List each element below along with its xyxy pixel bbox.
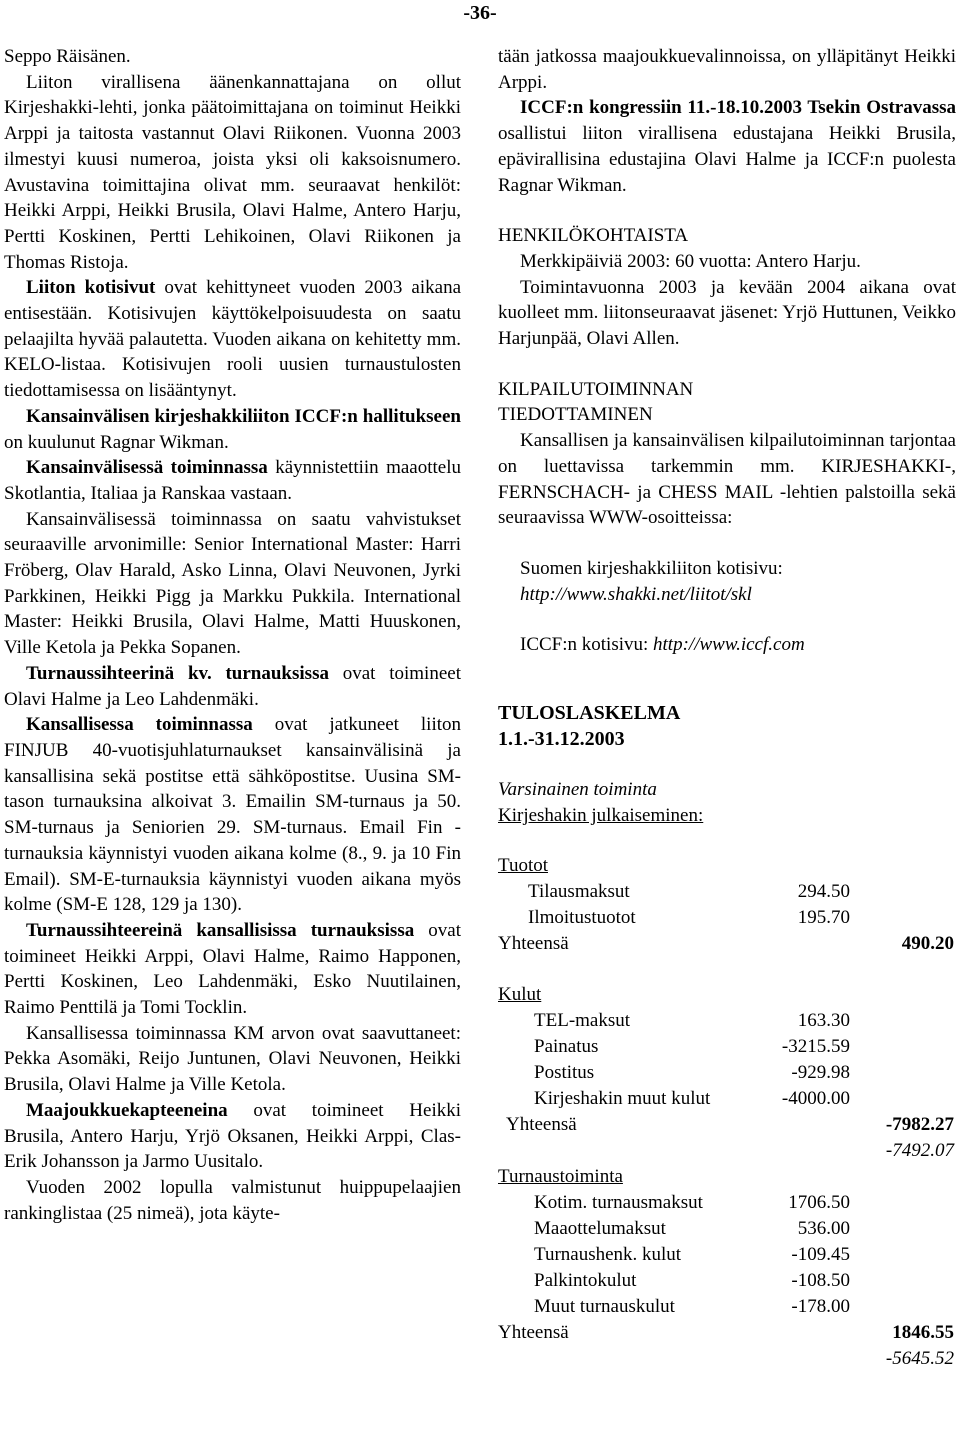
table-row: Painatus -3215.59: [534, 1035, 850, 1057]
tournament-heading: Turnaustoiminta: [498, 1165, 623, 1187]
section-heading: KILPAILUTOIMINNAN: [498, 378, 694, 400]
total-row: Yhteensä 490.20: [498, 933, 954, 955]
table-row: Kotim. turnausmaksut 1706.50: [534, 1191, 850, 1213]
table-row: Turnaushenk. kulut -109.45: [534, 1243, 850, 1265]
iccf-link[interactable]: http://www.iccf.com: [653, 634, 805, 656]
expenses-heading: Kulut: [498, 984, 542, 1006]
paragraph: Liiton kotisivut ovat kehittyneet vuoden 2003 aikana entisestään. Kotisivujen käyttökelpoisuudesta on saatu pelaajilta hyvää palautetta. Vuoden aikana on kehitetty mm. KELO-listaa. Kotisivujen rooli uusien turnaustulosten tiedottamisessa on lisääntynyt.: [4, 277, 461, 402]
paragraph: Vuoden 2002 lopulla valmistunut huippupelaajien rankinglistaa (25 nimeä), jota käyte-: [4, 1176, 461, 1224]
paragraph: Turnaussihteereinä kansallisissa turnauksissa ovat toimineet Heikki Arppi, Olavi Halme, Raimo Happonen, Pertti Koskinen, Leo Lahdenmäki, Esko Nuutilainen, Raimo Penttilä ja Tomi Tocklin.: [4, 919, 461, 1019]
total-row: Yhteensä -7982.27: [506, 1113, 954, 1135]
paragraph: tään jatkossa maajoukkuevalinnoissa, on ylläpitänyt Heikki Arppi.: [498, 46, 956, 93]
paragraph: Toimintavuonna 2003 ja kevään 2004 aikana ovat kuolleet mm. liitonseuraavat jäsenet: Yrjö Huttunen, Veikko Harjunpää, Olavi Allen.: [498, 276, 956, 350]
table-row: Kirjeshakin muut kulut -4000.00: [534, 1087, 850, 1109]
total-row: Yhteensä 1846.55: [498, 1321, 954, 1343]
table-row: Ilmoitustuotot 195.70: [528, 907, 850, 929]
paragraph: Maajoukkuekapteeneina ovat toimineet Heikki Brusila, Antero Harju, Yrjö Oksanen, Heikki Arppi, Clas-Erik Johansson ja Jarmo Uusitalo.: [4, 1099, 461, 1173]
table-row: Postitus -929.98: [534, 1061, 850, 1083]
income-heading: Tuotot: [498, 855, 548, 877]
paragraph: Turnaussihteerinä kv. turnauksissa ovat toimineet Olavi Halme ja Leo Lahdenmäki.: [4, 662, 461, 710]
paragraph: Kansallisessa toiminnassa KM arvon ovat saavuttaneet: Pekka Asomäki, Reijo Juntunen, Olavi Neuvonen, Heikki Brusila, Olavi Halme ja Ville Ketola.: [4, 1022, 461, 1096]
table-row: Tilausmaksut 294.50: [528, 881, 850, 903]
subsection-title: Kirjeshakin julkaiseminen:: [498, 804, 704, 826]
subsection-title: Varsinainen toiminta: [498, 779, 657, 801]
homepage-link[interactable]: http://www.shakki.net/liitot/skl: [520, 583, 752, 605]
statement-title: TULOSLASKELMA: [498, 702, 681, 725]
page-number: -36-: [463, 2, 497, 24]
table-row: Muut turnauskulut -178.00: [534, 1295, 850, 1317]
paragraph: ICCF:n kongressiin 11.-18.10.2003 Tsekin Ostravassa osallistui liiton virallisena edustajana Heikki Brusila, epävirallisina edustajina Olavi Halme ja ICCF:n puolesta Ragnar Wikman.: [498, 97, 956, 196]
section-heading: TIEDOTTAMINEN: [498, 404, 653, 426]
paragraph: Kansainvälisen kirjeshakkiliiton ICCF:n hallitukseen on kuulunut Ragnar Wikman.: [4, 405, 461, 453]
link-label: Suomen kirjeshakkiliiton kotisivu:: [520, 557, 783, 579]
paragraph: Kansainvälisessä toiminnassa käynnistettiin maaottelu Skotlantia, Italiaa ja Ranskaa vastaan.: [4, 457, 461, 504]
paragraph: Kansallisessa toiminnassa ovat jatkuneet liiton FINJUB 40-vuotisjuhlaturnaukset kansainvälisinä ja kansallisina sekä postitse että sähköpostitse. Uusina SM-tason turnauksina alkoivat 3. Emailin SM-turnaus ja 50. SM-turnaus ja Seniorien 29. SM-turnaus. Email Fin -turnauksia käynnistyi vuoden aikana kolme (8., 9. ja 10 Fin Email). SM-E-turnauksia käynnistyi vuoden aikana myös kolme (SM-E 128, 129 ja 130).: [4, 714, 462, 916]
paragraph: Seppo Räisänen.: [4, 46, 131, 67]
paragraph: Kansainvälisessä toiminnassa on saatu vahvistukset seuraaville arvonimille: Senior International Master: Harri Fröberg, Olav Harald, Asko Linna, Olavi Neuvonen, Jyrki Parkkinen, Heikki Pigg ja Markku Pukkila. International Master: Heikki Brusila, Olavi Halme, Matti Huuskonen, Ville Ketola ja Pekka Sopanen.: [4, 508, 461, 659]
right-column: [498, 44, 956, 1372]
paragraph: Kansallisen ja kansainvälisen kilpailutoiminnan tarjontaa on luettavissa tarkemmin mm. KIRJESHAKKI-, FERNSCHACH- ja CHESS MAIL -lehtien palstoilla sekä seuraavissa WWW-osoitteissa:: [498, 430, 956, 529]
link-line: ICCF:n kotisivu: http://www.iccf.com: [520, 634, 805, 656]
statement-period: 1.1.-31.12.2003: [498, 728, 625, 751]
net-row: -5645.52: [885, 1347, 954, 1369]
left-column: [4, 44, 461, 1226]
table-row: TEL-maksut 163.30: [534, 1009, 850, 1031]
net-row: -7492.07: [885, 1139, 954, 1161]
table-row: Maaottelumaksut 536.00: [534, 1217, 850, 1239]
paragraph: Merkkipäiviä 2003: 60 vuotta: Antero Harju.: [520, 250, 861, 272]
table-row: Palkintokulut -108.50: [534, 1269, 850, 1291]
section-heading: HENKILÖKOHTAISTA: [498, 225, 689, 247]
paragraph: Liiton virallisena äänenkannattajana on ollut Kirjeshakki-lehti, jonka päätoimittajana on toiminut Heikki Arppi ja taitosta vastannut Olavi Riikonen. Vuonna 2003 ilmestyi kuusi numeroa, joista yksi oli kaksoisnumero. Avustavina toimittajina olivat mm. seuraavat henkilöt: Heikki Arppi, Heikki Brusila, Olavi Halme, Antero Harju, Pertti Koskinen, Pertti Lehikoinen, Olavi Riikonen ja Thomas Ristoja.: [4, 71, 461, 273]
